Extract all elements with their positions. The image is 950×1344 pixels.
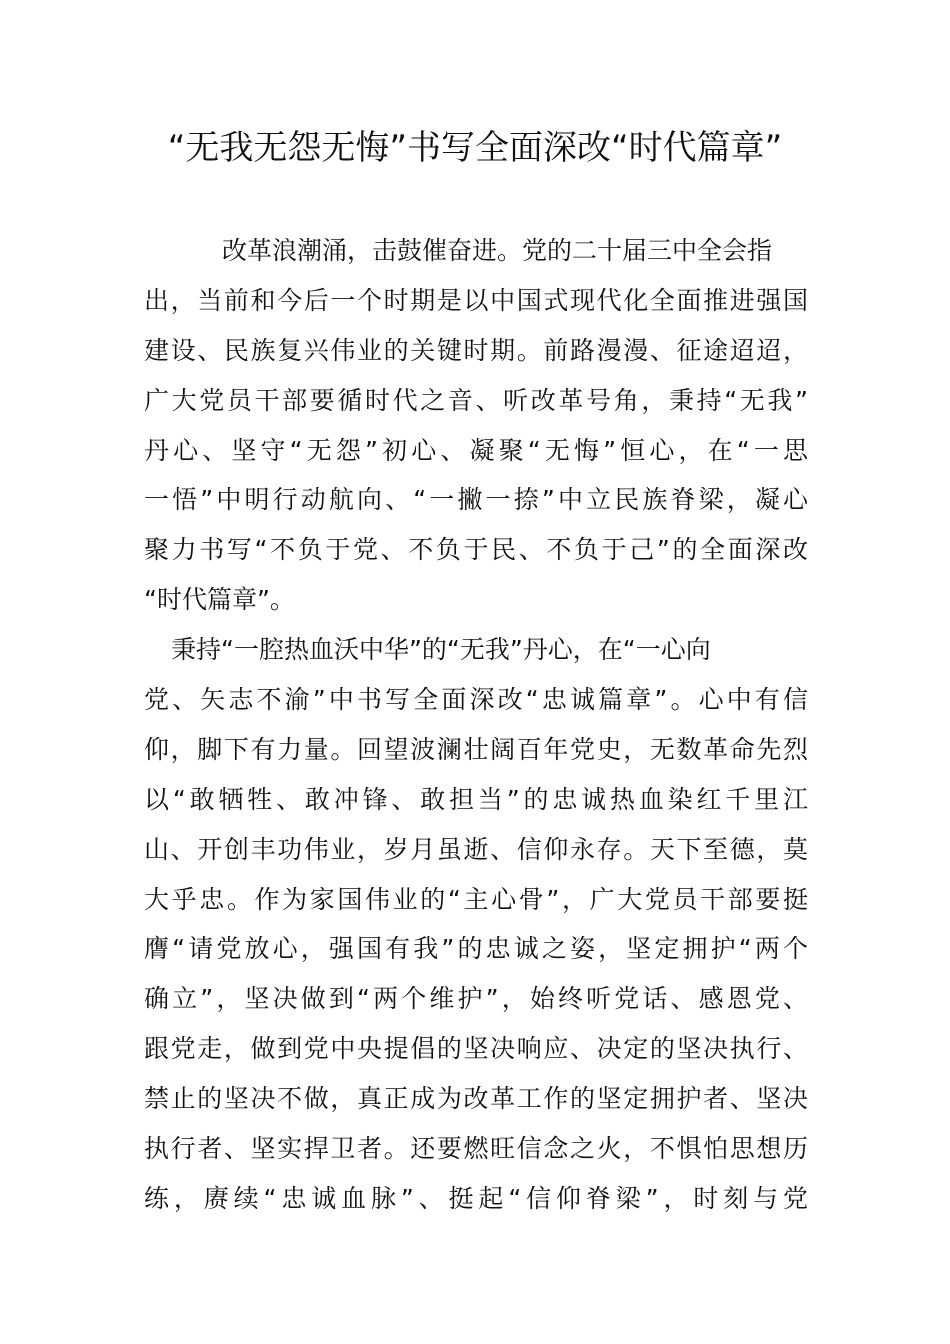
paragraph-2-line-7: 膺“请党放心，强国有我”的忠诚之姿，坚定拥护“两个 xyxy=(144,934,808,964)
paragraph-2-line-2: 党、矢志不渝”中书写全面深改“忠诚篇章”。心中有信 xyxy=(144,685,808,715)
paragraph-2-line-5: 山、开创丰功伟业，岁月虽逝、信仰永存。天下至德，莫 xyxy=(144,834,808,864)
paragraph-2-line-10: 禁止的坚决不做，真正成为改革工作的坚定拥护者、坚决 xyxy=(144,1084,808,1114)
paragraph-1-line-4: 广大党员干部要循时代之音、听改革号角，秉持“无我” xyxy=(144,385,808,415)
paragraph-1-line-8: “时代篇章”。 xyxy=(144,585,295,615)
paragraph-2-line-11: 执行者、坚实捍卫者。还要燃旺信念之火，不惧怕思想历 xyxy=(144,1134,808,1164)
paragraph-2-line-12: 练，赓续“忠诚血脉”、挺起“信仰脊梁”，时刻与党 xyxy=(144,1183,808,1213)
paragraph-2-line-6: 大乎忠。作为家国伟业的“主心骨”，广大党员干部要挺 xyxy=(144,884,808,914)
paragraph-2-line-9: 跟党走，做到党中央提倡的坚决响应、决定的坚决执行、 xyxy=(144,1034,808,1064)
paragraph-1-line-7: 聚力书写“不负于党、不负于民、不负于己”的全面深改 xyxy=(144,535,808,565)
document-body xyxy=(144,226,808,1224)
paragraph-1-line-5: 丹心、坚守“无怨”初心、凝聚“无悔”恒心，在“一思 xyxy=(144,435,808,465)
paragraph-1-line-3: 建设、民族复兴伟业的关键时期。前路漫漫、征途迢迢， xyxy=(144,335,808,365)
document-title: “无我无怨无悔”书写全面深改“时代篇章” xyxy=(167,128,783,168)
paragraph-1-line-1: 改革浪潮涌，击鼓催奋进。党的二十届三中全会指 xyxy=(222,236,773,265)
paragraph-1-line-2: 出，当前和今后一个时期是以中国式现代化全面推进强国 xyxy=(144,285,808,315)
paragraph-2-line-4: 以“敢牺牲、敢冲锋、敢担当”的忠诚热血染红千里江 xyxy=(144,784,808,814)
paragraph-2-line-8: 确立”，坚决做到“两个维护”，始终听党话、感恩党、 xyxy=(144,984,808,1014)
paragraph-2-line-1: 秉持“一腔热血沃中华”的“无我”丹心，在“一心向 xyxy=(171,635,711,665)
paragraph-2-line-3: 仰，脚下有力量。回望波澜壮阔百年党史，无数革命先烈 xyxy=(144,734,808,764)
paragraph-1-line-6: 一悟”中明行动航向、“一撇一捺”中立民族脊梁，凝心 xyxy=(144,485,808,515)
